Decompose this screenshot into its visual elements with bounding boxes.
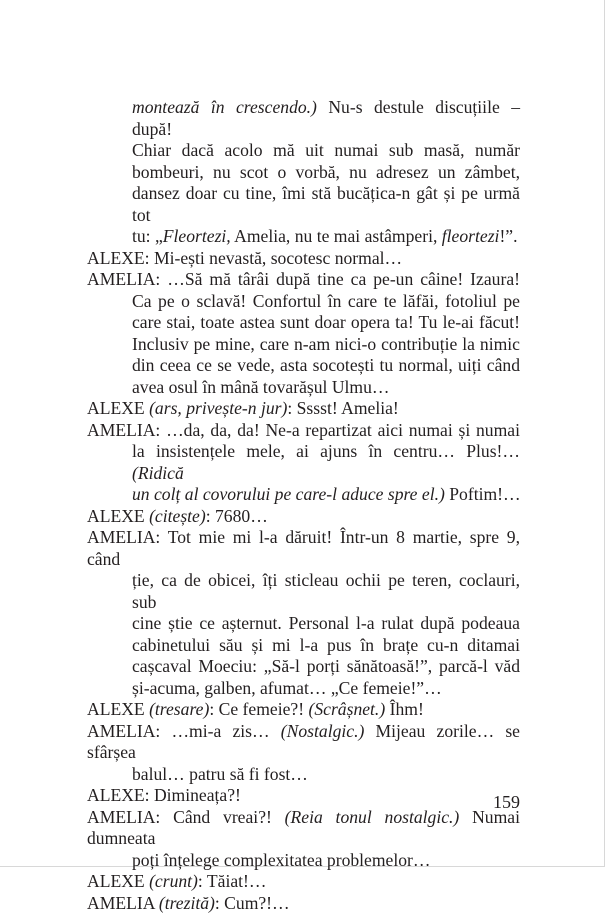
text-line — [87, 656, 520, 678]
speech-block — [87, 893, 520, 914]
dialogue-text: ALEXE — [87, 871, 149, 891]
dialogue-text: ALEXE — [87, 398, 149, 418]
dialogue-text: AMELIA: Tot mie mi l-a dăruit! Într-un 8 martie, spre 9, când — [87, 527, 520, 569]
text-line — [87, 140, 520, 162]
speech-block — [87, 807, 520, 872]
dialogue-text: balul… patru să fi fost… — [132, 764, 308, 784]
text-line — [87, 183, 520, 226]
text-line — [87, 785, 520, 807]
play-text — [87, 97, 520, 914]
text-line — [87, 635, 520, 657]
dialogue-text: poți înțelege complexitatea problemelor… — [132, 850, 431, 870]
dialogue-text: : 7680… — [206, 506, 268, 526]
stage-direction: (Nostalgic.) — [281, 721, 365, 741]
text-line — [87, 269, 520, 291]
text-line — [87, 613, 520, 635]
stage-direction: (trezită) — [159, 893, 215, 913]
stage-direction: (Ridică — [132, 463, 184, 483]
stage-direction: (citește) — [149, 506, 206, 526]
dialogue-text: ALEXE — [87, 699, 149, 719]
text-line — [87, 162, 520, 184]
speech-block — [87, 506, 520, 528]
dialogue-text: Numai dumneata — [87, 807, 520, 849]
speech-block — [87, 420, 520, 506]
text-line — [87, 699, 520, 721]
dialogue-text: cabinetului său și mi l-a pus în brațe cu-n ditamai — [132, 635, 520, 655]
dialogue-text: Chiar dacă acolo mă uit numai sub masă, număr — [132, 140, 520, 160]
speech-block — [87, 527, 520, 699]
text-line — [87, 721, 520, 764]
dialogue-text: : Tăiat!… — [198, 871, 267, 891]
text-line — [87, 226, 520, 248]
text-line — [87, 871, 520, 893]
dialogue-text: cine știe ce așternut. Personal l-a rulat după podeaua — [132, 613, 520, 633]
dialogue-text: Nu-s destule discuțiile – după! — [132, 97, 520, 139]
stage-direction: fleortezi — [442, 226, 500, 246]
dialogue-text: din ceea ce se vede, asta socotești tu normal, uiți când — [132, 355, 520, 375]
dialogue-text: : Sssst! Amelia! — [287, 398, 398, 418]
dialogue-text: la insistențele mele, ai ajuns în centru… Plus!… — [132, 441, 520, 461]
stage-direction: (crunt) — [149, 871, 198, 891]
speech-block — [87, 248, 520, 270]
dialogue-text: AMELIA: Când vreai?! — [87, 807, 285, 827]
text-line — [87, 893, 520, 914]
speech-block — [87, 871, 520, 893]
text-line — [87, 484, 520, 506]
text-line — [87, 248, 520, 270]
text-line — [87, 570, 520, 613]
dialogue-text: și-acuma, galben, afumat… „Ce femeie!”… — [132, 678, 442, 698]
dialogue-text: care stai, toate astea sunt doar opera ta! Tu le-ai făcut! — [132, 312, 520, 332]
text-line — [87, 355, 520, 377]
dialogue-text: AMELIA: …da, da, da! Ne-a repartizat aici numai și numai — [87, 420, 520, 440]
speech-block — [87, 785, 520, 807]
dialogue-text: : Ce femeie?! — [209, 699, 308, 719]
dialogue-text: dansez doar cu tine, îmi stă bucățica-n gât și pe urmă tot — [132, 183, 520, 225]
dialogue-text: Inclusiv pe mine, care n-am nici-o contribuție la nimic — [132, 334, 520, 354]
text-line — [87, 506, 520, 528]
stage-direction: (ars, privește-n jur) — [149, 398, 287, 418]
dialogue-text: Mijeau zorile… se sfârșea — [87, 721, 520, 763]
stage-direction: (Scrâșnet.) — [308, 699, 385, 719]
text-line — [87, 398, 520, 420]
dialogue-text: ALEXE — [87, 506, 149, 526]
text-line — [87, 291, 520, 313]
dialogue-text: AMELIA: …mi-a zis… — [87, 721, 281, 741]
speech-block — [87, 398, 520, 420]
stage-direction: un colț al covorului pe care-l aduce spre el.) — [132, 484, 445, 504]
stage-direction: montează în crescendo.) — [132, 97, 317, 117]
dialogue-text: ție, ca de obicei, îți sticleau ochii pe teren, coclauri, sub — [132, 570, 520, 612]
dialogue-text: : Cum?!… — [215, 893, 290, 913]
dialogue-text: cașcaval Moeciu: „Să-l porți sănătoasă!”, parcă-l văd — [132, 656, 520, 676]
dialogue-text: tu: „ — [132, 226, 163, 246]
speech-block — [87, 97, 520, 248]
text-line — [87, 441, 520, 484]
dialogue-text: Ca pe o sclavă! Confortul în care te lăfăi, fotoliul pe — [132, 291, 520, 311]
speech-block — [87, 699, 520, 721]
text-line — [87, 334, 520, 356]
text-line — [87, 764, 520, 786]
dialogue-text: Amelia, nu te mai astâmperi, — [231, 226, 442, 246]
dialogue-text: Poftim!… — [445, 484, 521, 504]
dialogue-text: ALEXE: Mi-ești nevastă, socotesc normal… — [87, 248, 402, 268]
dialogue-text: avea osul în mână tovarășul Ulmu… — [132, 377, 390, 397]
page-number: 159 — [490, 792, 520, 813]
text-line — [87, 97, 520, 140]
stage-direction: Fleortezi, — [163, 226, 231, 246]
dialogue-text: Îhm! — [385, 699, 424, 719]
dialogue-text: ALEXE: Dimineața?! — [87, 785, 241, 805]
text-line — [87, 420, 520, 442]
text-line — [87, 807, 520, 850]
dialogue-text: bombeuri, nu scot o vorbă, nu adresez un zâmbet, — [132, 162, 520, 182]
text-line — [87, 312, 520, 334]
text-line — [87, 678, 520, 700]
dialogue-text: !”. — [499, 226, 517, 246]
stage-direction: (tresare) — [149, 699, 209, 719]
speech-block — [87, 721, 520, 786]
text-line — [87, 377, 520, 399]
text-line — [87, 527, 520, 570]
stage-direction: (Reia tonul nostalgic.) — [285, 807, 460, 827]
dialogue-text: AMELIA: …Să mă târâi după tine ca pe-un câine! Izaura! — [87, 269, 520, 289]
dialogue-text: AMELIA — [87, 893, 159, 913]
speech-block — [87, 269, 520, 398]
